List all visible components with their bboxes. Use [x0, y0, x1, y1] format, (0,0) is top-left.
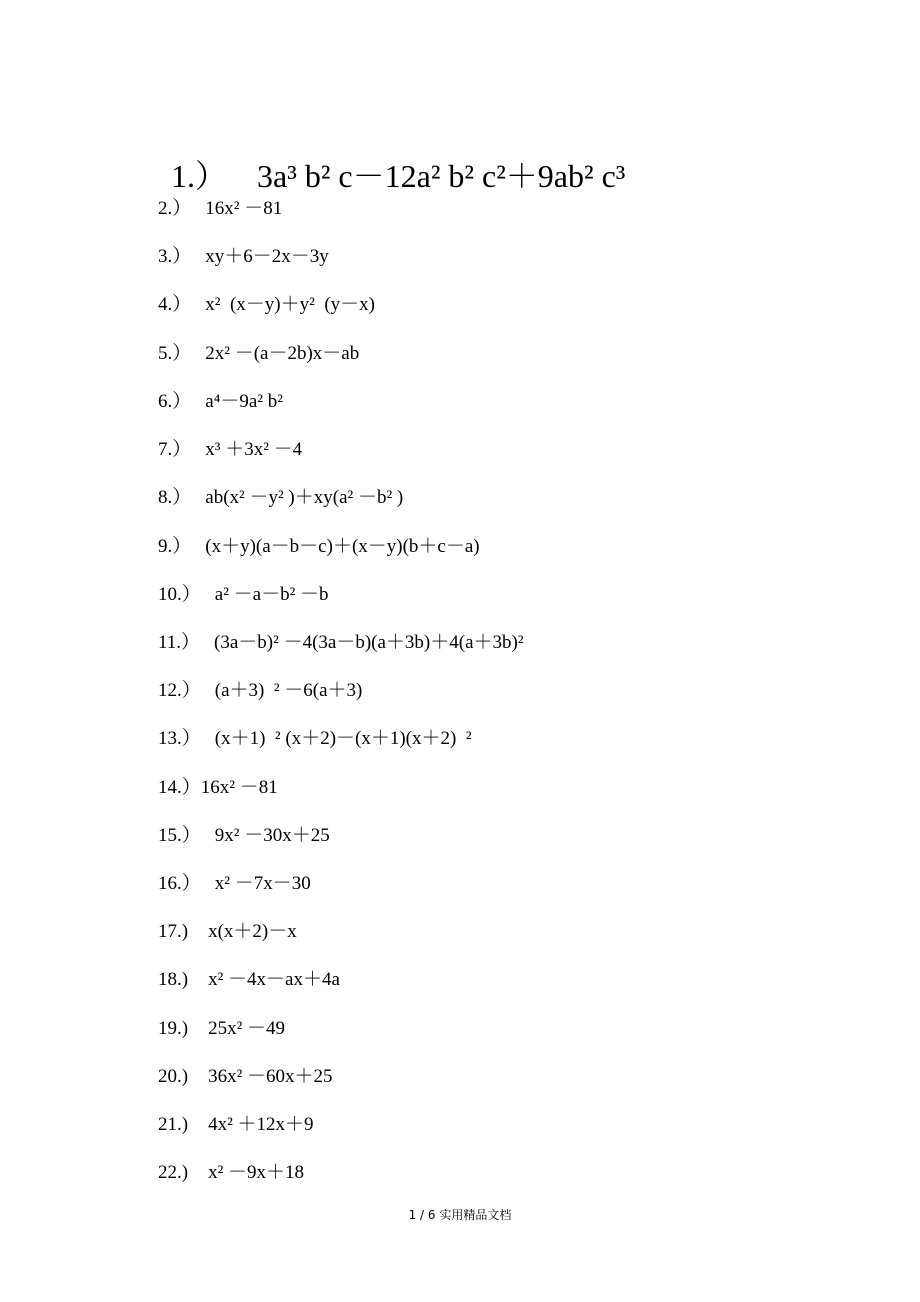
problem-expression: a⁴－9a² b²	[205, 391, 283, 412]
problem-expression: (a＋3) ² －6(a＋3)	[214, 680, 363, 701]
problem-number: 4.）	[158, 294, 192, 315]
problem-number: 8.）	[158, 487, 192, 508]
problem-expression: 9x² －30x＋25	[214, 825, 330, 846]
problem-expression: 3a³ b² c－12a² b² c²＋9ab² c³	[257, 158, 626, 194]
problem-number: 7.）	[158, 439, 192, 460]
problem-expression: x² －9x＋18	[208, 1162, 305, 1183]
problem-expression: 2x² －(a－2b)x－ab	[205, 343, 360, 364]
page-footer: 1 / 6 实用精品文档	[408, 1208, 512, 1222]
problem-expression: x² －4x－ax＋4a	[208, 969, 340, 990]
problem-expression: 16x² －81	[200, 777, 278, 798]
problem-number: 18.)	[158, 969, 189, 990]
problem-expression: x(x＋2)－x	[208, 921, 297, 942]
problem-number: 13.）	[158, 728, 201, 749]
problem-expression: xy＋6－2x－3y	[205, 246, 329, 267]
problem-22	[139, 1137, 304, 1209]
problem-number: 15.）	[158, 825, 201, 846]
problem-number: 16.）	[158, 873, 201, 894]
problem-expression: ab(x² －y² )＋xy(a² －b² )	[205, 487, 404, 508]
problem-expression: x² －7x－30	[214, 873, 311, 894]
problem-expression: (3a－b)² －4(3a－b)(a＋3b)＋4(a＋3b)²	[214, 632, 524, 653]
problem-number: 11.）	[158, 632, 201, 653]
problem-number: 14.）	[158, 777, 201, 798]
problem-number: 9.）	[158, 536, 192, 557]
problem-expression: (x＋y)(a－b－c)＋(x－y)(b＋c－a)	[205, 536, 480, 557]
problem-number: 21.)	[158, 1114, 189, 1135]
problem-number: 1.）	[171, 158, 228, 194]
problem-expression: 36x² －60x＋25	[208, 1066, 333, 1087]
problem-expression: x³ ＋3x² －4	[205, 439, 303, 460]
problem-number: 2.）	[158, 198, 192, 219]
problem-expression: 25x² －49	[208, 1018, 286, 1039]
problem-expression: (x＋1) ² (x＋2)－(x＋1)(x＋2) ²	[214, 728, 472, 749]
problem-number: 22.)	[158, 1162, 189, 1183]
problem-number: 12.）	[158, 680, 201, 701]
problem-number: 3.）	[158, 246, 192, 267]
problem-number: 20.)	[158, 1066, 189, 1087]
problem-expression: x² (x－y)＋y² (y－x)	[205, 294, 375, 315]
problem-number: 19.)	[158, 1018, 189, 1039]
problem-expression: a² －a－b² －b	[214, 584, 329, 605]
problem-expression: 16x² －81	[205, 198, 283, 219]
problem-number: 17.)	[158, 921, 189, 942]
problem-number: 6.）	[158, 391, 192, 412]
problem-number: 10.）	[158, 584, 201, 605]
problem-expression: 4x² ＋12x＋9	[208, 1114, 314, 1135]
problem-number: 5.）	[158, 343, 192, 364]
